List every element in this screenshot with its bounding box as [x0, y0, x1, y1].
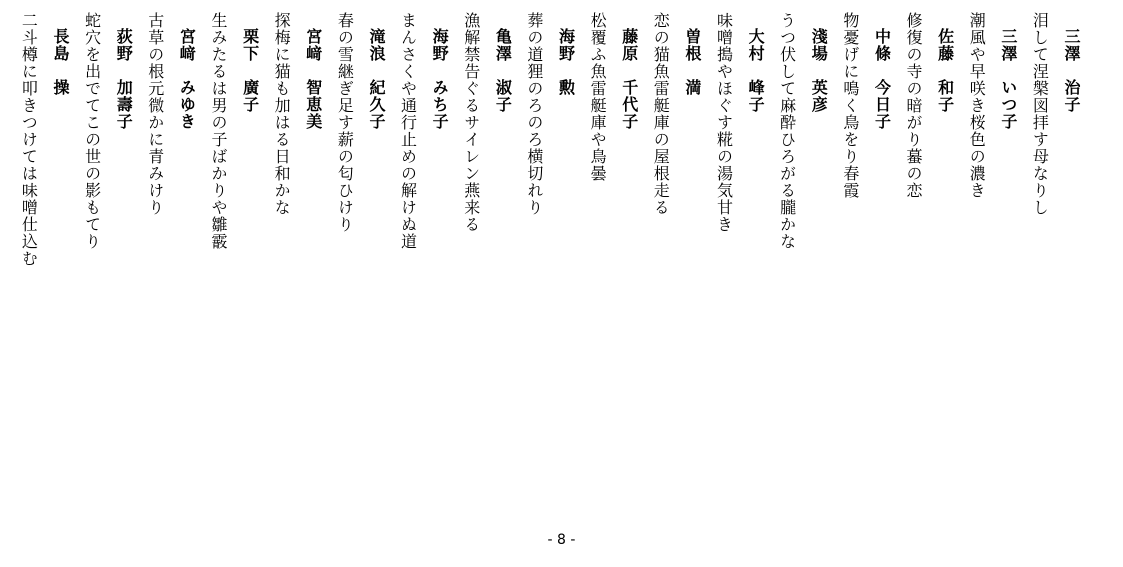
haiku-text: 春の雪継ぎ足す薪の匂ひけり	[335, 12, 355, 233]
author-name	[803, 12, 835, 312]
haiku-text: 物憂げに鳴く鳥をり春霞	[840, 12, 860, 199]
author-given-name: 千代子	[619, 79, 639, 130]
haiku-columns	[13, 12, 1087, 312]
haiku-text: うつ伏して麻酔ひろがる朧かな	[777, 12, 797, 250]
author-name	[424, 12, 456, 312]
author-name	[360, 12, 392, 312]
haiku-text: 松覆ふ魚雷艇庫や鳥曇	[588, 12, 608, 182]
haiku-text: 恋の猫魚雷艇庫の屋根走る	[651, 12, 671, 216]
author-given-name: 今日子	[872, 79, 892, 130]
author-surname: 大村	[746, 28, 766, 62]
author-name	[1055, 12, 1087, 312]
author-surname: 佐藤	[935, 28, 955, 62]
author-given-name: 和子	[935, 79, 955, 113]
author-surname: 中條	[872, 28, 892, 62]
author-name	[297, 12, 329, 312]
haiku-text: 古草の根元微かに青みけり	[145, 12, 165, 216]
author-given-name: 勲	[556, 79, 576, 96]
author-given-name: みゆき	[177, 79, 197, 130]
author-surname: 宮﨑	[303, 28, 323, 62]
author-surname: 荻野	[114, 28, 134, 62]
author-name	[550, 12, 582, 312]
haiku-text: まんさくや通行止めの解けぬ道	[398, 12, 418, 250]
haiku-text: 二斗樽に叩きつけては味噌仕込む	[19, 12, 39, 267]
haiku-text: 潮風や早咲き桜色の濃き	[967, 12, 987, 199]
author-given-name: 操	[51, 79, 70, 96]
author-surname: 三澤	[998, 28, 1018, 62]
author-name	[739, 12, 771, 312]
author-name	[487, 12, 519, 312]
author-surname: 滝浪	[366, 28, 386, 62]
haiku-text: 漁解禁告ぐるサイレン燕来る	[461, 12, 481, 233]
haiku-text: 味噌搗やほぐす糀の湯気甘き	[714, 12, 734, 233]
haiku-text: 探梅に猫も加はる日和かな	[272, 12, 292, 216]
author-surname: 亀澤	[493, 28, 513, 62]
author-given-name: みち子	[430, 79, 450, 130]
author-given-name: 淑子	[493, 79, 513, 113]
haiku-text: 蛇穴を出でてこの世の影もてり	[82, 12, 102, 250]
haiku-text: 泪して涅槃図拝す母なりし	[1030, 12, 1050, 216]
haiku-text: 生みたるは男の子ばかりや雛霰	[208, 12, 228, 250]
haiku-text: 修復の寺の暗がり蟇の恋	[904, 12, 924, 199]
author-surname: 栗下	[240, 28, 260, 62]
author-name	[44, 12, 76, 312]
author-surname: 海野	[556, 28, 576, 62]
author-given-name: 英彦	[809, 79, 829, 113]
author-given-name: 智恵美	[303, 79, 323, 130]
author-name	[613, 12, 645, 312]
author-given-name: 満	[682, 79, 702, 96]
author-surname: 長島	[51, 28, 70, 62]
author-given-name: 加壽子	[114, 79, 134, 130]
author-name	[171, 12, 203, 312]
author-surname: 淺場	[809, 28, 829, 62]
author-name	[108, 12, 140, 312]
author-given-name: 紀久子	[366, 79, 386, 130]
author-given-name: 峰子	[746, 79, 766, 113]
author-surname: 曽根	[682, 28, 702, 62]
author-given-name: 治子	[1062, 79, 1081, 113]
author-name	[234, 12, 266, 312]
author-name	[929, 12, 961, 312]
page-number: - 8 -	[547, 532, 576, 548]
author-name	[676, 12, 708, 312]
author-given-name: 廣子	[240, 79, 260, 113]
author-surname: 宮﨑	[177, 28, 197, 62]
author-name	[992, 12, 1024, 312]
author-surname: 藤原	[619, 28, 639, 62]
author-given-name: いつ子	[998, 79, 1018, 130]
author-surname: 海野	[430, 28, 450, 62]
haiku-text: 葬の道狸のろのろ横切れり	[524, 12, 544, 216]
author-surname: 三澤	[1062, 28, 1081, 62]
author-name	[866, 12, 898, 312]
